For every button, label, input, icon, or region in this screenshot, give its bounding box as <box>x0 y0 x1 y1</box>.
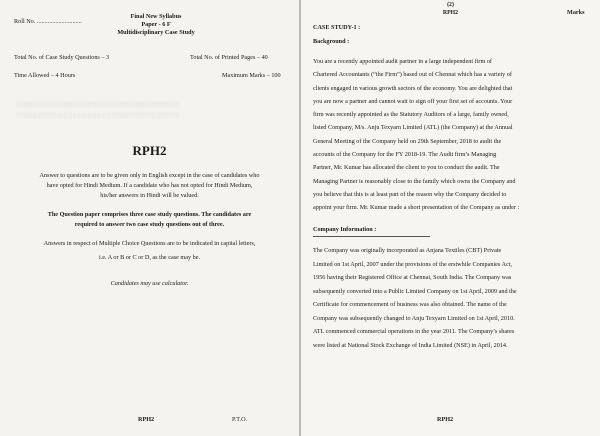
paragraph-line: Limited on 1st April, 2007 under the provisions of the erstwhile Companies Act, <box>313 260 513 268</box>
paragraph-line: listed Company, M/s. Anju Texyarn Limited (ATL) (the Company) at the Annual <box>313 124 513 132</box>
marks-label: Marks <box>567 9 585 16</box>
page-number: (2) <box>447 2 454 8</box>
pto-label: P.T.O. <box>232 416 248 423</box>
instruction-2-line-1: The Question paper comprises three case study questions. The candidates are <box>47 211 252 218</box>
paragraph-line: were listed at National Stock Exchange of India Limited (NSE) in April, 2014. <box>313 341 508 349</box>
footer-code: RPH2 <box>138 416 155 423</box>
total-questions: Total No. of Case Study Questions – 3 <box>14 54 110 61</box>
paragraph-line: Company was subsequently changed to Anju Texyarn Limited on 1st April, 2010. <box>313 314 515 322</box>
instruction-3-line-2: i.e. A or B or C or D, as the case may be. <box>98 254 201 261</box>
time-allowed: Time Allowed – 4 Hours <box>14 72 76 79</box>
roll-no: Roll No. ............................. <box>14 18 82 25</box>
case-study-heading: CASE STUDY-1 : <box>313 24 361 31</box>
subject-label: Multidisciplinary Case Study <box>117 29 195 36</box>
paragraph-line: Certificate for commencement of business was also obtained. The name of the <box>313 301 507 308</box>
header-code: RPH2 <box>442 10 459 16</box>
paragraph-line: accounts of the Company for the FY 2018-19. The Audit firm’s Managing <box>313 151 497 159</box>
left-page <box>0 0 299 436</box>
paragraph-line: Chartered Accountants (“the Firm”) based out of Chennai which has a variety of <box>313 71 512 79</box>
paper-code: RPH2 <box>132 143 167 158</box>
show-through-text: ░░░░░░░░░░░░░░░░░░░░░░░░░░░░░░░░░░░░░░░░░░ ░░░░░░░░░░░░░░░░░░░░░░░░░░░░░░░░░░░░░░░░░░ <box>16 102 180 119</box>
paragraph-line: 1956 having their Registered Office at Chennai, South India. The Company was <box>313 274 512 281</box>
paragraph-line: ATL commenced commercial operations in the year 2011. The Company’s shares <box>313 328 515 335</box>
calculator-note: Candidates may use calculator. <box>110 280 189 287</box>
total-pages: Total No. of Printed Pages – 40 <box>190 54 268 61</box>
footer-code: RPH2 <box>437 416 454 423</box>
company-paragraph <box>313 244 573 352</box>
max-marks: Maximum Marks – 100 <box>222 72 281 79</box>
instruction-3-line-1: Answers in respect of Multiple Choice Questions are to be indicated in capital letters, <box>43 240 256 247</box>
paragraph-line: The Company was originally incorporated as Anjana Textiles (CBT) Private <box>313 247 502 254</box>
paragraph-line: Managing Partner is reasonably close to the family which owns the Company and <box>313 177 516 185</box>
paragraph-line: You are a recently appointed audit partner in a large independent firm of <box>313 58 492 65</box>
paragraph-line: you believe that this is at least part of the reason why the Company decided to <box>313 190 507 198</box>
paragraph-line: clients engaged in various growth sectors of the economy. You are delighted that <box>313 84 513 92</box>
instruction-1-line-2: have opted for Hindi Medium. If a candidate who has not opted for Hindi Medium, <box>46 182 253 189</box>
syllabus-label: Final New Syllabus <box>130 13 182 20</box>
paragraph-line: firm was recently appointed as the Statutory Auditors of a large, family owned, <box>313 111 509 119</box>
paragraph-line: subsequently converted into a Public Limited Company on 1st April, 2009 and the <box>313 287 517 295</box>
paragraph-line: you are now a partner and cannot wait to sign off your first set of accounts. Your <box>313 97 513 105</box>
right-page <box>301 0 600 436</box>
heading-underline <box>313 236 430 237</box>
instruction-2-line-2: required to answer two case study questions out of three. <box>74 221 225 228</box>
company-info-heading: Company Information : <box>313 226 377 233</box>
background-paragraph <box>313 55 573 215</box>
paragraph-line: Partner, Mr. Kumar has allocated the client to you to conduct the audit. The <box>313 164 500 172</box>
instruction-1-line-1: Answer to questions are to be given only in English except in the case of candidates who <box>39 172 260 179</box>
paragraph-line: appoint your firm. Mr. Kumar made a short presentation of the Company as under : <box>313 204 520 212</box>
background-heading: Background : <box>313 38 350 45</box>
instruction-1-line-3: his/her answers in Hindi will be valued. <box>100 192 199 199</box>
paragraph-line: General Meeting of the Company held on 29th September, 2018 to audit the <box>313 137 502 145</box>
paper-label: Paper - 6 F <box>141 21 171 28</box>
